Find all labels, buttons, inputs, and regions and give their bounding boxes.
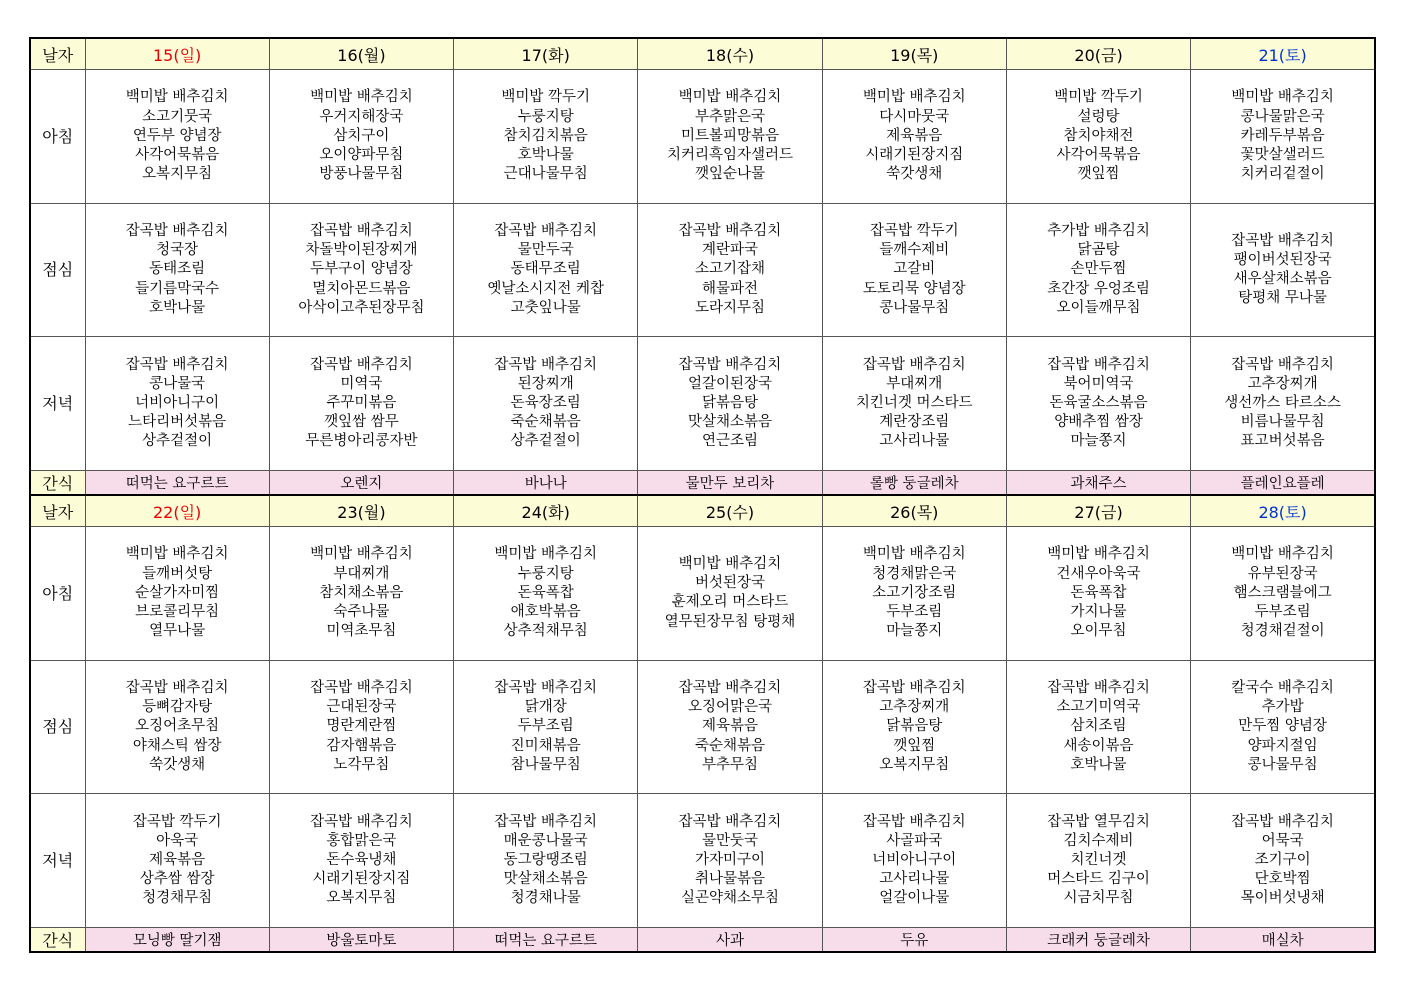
dish-item: 고추장찌개 — [1247, 375, 1318, 392]
dinner-menu-cell — [85, 794, 269, 928]
snack-cell: 바나나 — [454, 470, 638, 495]
date-cell: 27(금) — [1006, 495, 1190, 527]
dish-item: 깻잎순나물 — [694, 166, 765, 183]
dish-item: 마늘쫑지 — [886, 623, 943, 640]
dish-item: 누룽지탕 — [517, 108, 574, 125]
lunch-menu-cell — [85, 203, 269, 337]
dish-item: 깻잎찜 — [893, 737, 936, 754]
dish-item: 취나물볶음 — [694, 871, 765, 888]
dish-item: 꽃맛살샐러드 — [1240, 147, 1325, 164]
dish-item: 부추맑은국 — [694, 108, 765, 125]
dish-item: 콩나물무침 — [1247, 756, 1318, 773]
dish-item: 물만둣국 — [701, 832, 758, 849]
snack-cell: 모닝빵 딸기잼 — [85, 927, 269, 952]
lunch-menu-cell — [269, 203, 453, 337]
dish-item: 제육볶음 — [149, 851, 206, 868]
lunch-menu-cell — [1006, 660, 1190, 794]
snack-cell: 사과 — [638, 927, 822, 952]
dish-item: 닭곰탕 — [1077, 242, 1120, 259]
dish-item: 옛날소시지전 케찹 — [487, 280, 605, 297]
dish-item: 동그랑땡조림 — [503, 851, 588, 868]
dinner-menu-cell — [1006, 794, 1190, 928]
dish-item: 백미밥 배추김치 — [310, 546, 413, 563]
dish-item: 홍합맑은국 — [326, 832, 397, 849]
dish-item: 잡곡밥 배추김치 — [862, 813, 966, 830]
dish-item: 양배추찜 쌈장 — [1054, 414, 1143, 431]
dinner-label: 저녁 — [30, 337, 85, 471]
snack-cell: 물만두 보리차 — [638, 470, 822, 495]
dish-item: 치킨너겟 — [1070, 851, 1127, 868]
dish-item: 계란장조림 — [879, 414, 950, 431]
snack-cell: 오렌지 — [269, 470, 453, 495]
dish-item: 연근조림 — [701, 433, 758, 450]
dish-item: 죽순채볶음 — [694, 737, 765, 754]
dish-item: 진미채볶음 — [510, 737, 581, 754]
dish-item: 잡곡밥 배추김치 — [1231, 232, 1334, 249]
dish-item: 백미밥 배추김치 — [310, 89, 413, 106]
dish-item: 소고기뭇국 — [142, 108, 213, 125]
dish-item: 들깨수제비 — [879, 242, 950, 259]
dish-item: 잡곡밥 배추김치 — [678, 813, 782, 830]
breakfast-menu-cell — [822, 70, 1006, 204]
lunch-row — [30, 203, 1375, 337]
dish-item: 오징어초무침 — [135, 718, 220, 735]
snack-row — [30, 927, 1375, 952]
dish-item: 고추장찌개 — [879, 699, 950, 716]
dinner-menu-cell — [1191, 337, 1375, 471]
dish-item: 두부조림 — [1254, 603, 1311, 620]
dish-item: 브로콜리무침 — [135, 603, 220, 620]
dish-item: 잡곡밥 배추김치 — [678, 356, 782, 373]
dish-item: 손만두찜 — [1070, 261, 1127, 278]
dish-item: 가자미구이 — [694, 851, 765, 868]
dish-item: 깻잎쌈 쌈무 — [324, 414, 399, 431]
dish-item: 잡곡밥 깍두기 — [869, 222, 959, 239]
dish-item: 상추적채무침 — [503, 623, 588, 640]
breakfast-menu-cell — [638, 527, 822, 661]
date-cell: 17(화) — [454, 38, 638, 70]
dish-item: 해물파전 — [701, 280, 758, 297]
lunch-menu-cell — [1191, 660, 1375, 794]
dish-item: 들깨버섯탕 — [142, 565, 213, 582]
dish-item: 초간장 우엉조림 — [1047, 280, 1150, 297]
breakfast-menu-cell — [454, 70, 638, 204]
lunch-menu-cell — [85, 660, 269, 794]
dish-item: 사각어묵볶음 — [135, 147, 220, 164]
date-cell: 15(일) — [85, 38, 269, 70]
dinner-row — [30, 337, 1375, 471]
dish-item: 맛살채소볶음 — [503, 871, 588, 888]
dish-item: 삼치구이 — [333, 127, 390, 144]
date-cell: 28(토) — [1191, 495, 1375, 527]
dinner-menu-cell — [822, 794, 1006, 928]
dish-item: 동태무조림 — [510, 261, 581, 278]
dinner-menu-cell — [1006, 337, 1190, 471]
dish-item: 오이들깨무침 — [1056, 299, 1141, 316]
breakfast-menu-cell — [1006, 70, 1190, 204]
dish-item: 새우살채소볶음 — [1233, 270, 1332, 287]
dish-item: 노각무침 — [333, 756, 390, 773]
lunch-menu-cell — [454, 660, 638, 794]
dish-item: 오이무침 — [1070, 623, 1127, 640]
dish-item: 목이버섯냉채 — [1240, 890, 1325, 907]
dish-item: 상추쌈 쌈장 — [139, 871, 215, 888]
dish-item: 청경채무침 — [142, 890, 213, 907]
dish-item: 치커리겉절이 — [1240, 166, 1325, 183]
dish-item: 김치수제비 — [1063, 832, 1134, 849]
dish-item: 멸치아몬드볶음 — [312, 280, 411, 297]
breakfast-menu-cell — [454, 527, 638, 661]
dish-item: 얼갈이된장국 — [687, 375, 772, 392]
dish-item: 잡곡밥 배추김치 — [678, 679, 782, 696]
dish-item: 잡곡밥 배추김치 — [494, 222, 598, 239]
date-cell: 20(금) — [1006, 38, 1190, 70]
dish-item: 잡곡밥 깍두기 — [132, 813, 222, 830]
dish-item: 닭볶음탕 — [886, 718, 943, 735]
dish-item: 부대찌개 — [886, 375, 943, 392]
snack-cell: 방울토마토 — [269, 927, 453, 952]
dish-item: 청국장 — [156, 242, 199, 259]
dish-item: 실곤약채소무침 — [680, 890, 780, 907]
dish-item: 닭볶음탕 — [701, 394, 758, 411]
dish-item: 돈육장조림 — [510, 394, 581, 411]
dish-item: 다시마뭇국 — [879, 108, 950, 125]
dish-item: 건새우아욱국 — [1056, 565, 1141, 582]
snack-cell: 두유 — [822, 927, 1006, 952]
dish-item: 백미밥 배추김치 — [862, 546, 966, 563]
dinner-menu-cell — [454, 794, 638, 928]
dish-item: 아삭이고추된장무침 — [298, 299, 425, 316]
dish-item: 열무된장무침 탕평채 — [664, 613, 796, 630]
dish-item: 잡곡밥 배추김치 — [862, 679, 966, 696]
dish-item: 백미밥 배추김치 — [862, 89, 966, 106]
lunch-menu-cell — [1191, 203, 1375, 337]
dish-item: 콩나물맑은국 — [1240, 108, 1325, 125]
dish-item: 백미밥 배추김치 — [494, 546, 598, 563]
dish-item: 새송이볶음 — [1063, 737, 1134, 754]
lunch-menu-cell — [269, 660, 453, 794]
dish-item: 누룽지탕 — [517, 565, 574, 582]
dish-item: 두부조림 — [886, 603, 943, 620]
dish-item: 미트볼피망볶음 — [680, 127, 780, 144]
dish-item: 잡곡밥 배추김치 — [494, 813, 598, 830]
dish-item: 백미밥 깍두기 — [501, 89, 591, 106]
dish-item: 백미밥 배추김치 — [678, 89, 782, 106]
dish-item: 잡곡밥 배추김치 — [125, 356, 229, 373]
dish-item: 미역국 — [340, 375, 383, 392]
dish-item: 너비아니구이 — [872, 851, 957, 868]
dinner-menu-cell — [454, 337, 638, 471]
dish-item: 잡곡밥 배추김치 — [494, 679, 598, 696]
snack-cell: 떠먹는 요구르트 — [85, 470, 269, 495]
dish-item: 호박나물 — [149, 299, 206, 316]
dish-item: 참치채소볶음 — [319, 584, 404, 601]
snack-label: 간식 — [30, 927, 85, 952]
dish-item: 야채스틱 쌈장 — [132, 737, 222, 754]
breakfast-row — [30, 527, 1375, 661]
dish-item: 표고버섯볶음 — [1240, 433, 1325, 450]
dish-item: 된장찌개 — [517, 375, 574, 392]
dish-item: 조기구이 — [1254, 851, 1311, 868]
dish-item: 돈수육냉채 — [326, 851, 397, 868]
dish-item: 너비아니구이 — [135, 394, 220, 411]
lunch-menu-cell — [1006, 203, 1190, 337]
dish-item: 햄스크램블에그 — [1233, 584, 1332, 601]
lunch-menu-cell — [638, 660, 822, 794]
date-cell: 16(월) — [269, 38, 453, 70]
dinner-menu-cell — [1191, 794, 1375, 928]
dish-item: 얼갈이나물 — [879, 890, 950, 907]
dish-item: 근대나물무침 — [503, 166, 588, 183]
dish-item: 추가밥 배추김치 — [1047, 222, 1150, 239]
dish-item: 잡곡밥 배추김치 — [310, 356, 413, 373]
dish-item: 주꾸미볶음 — [326, 394, 397, 411]
dish-item: 가지나물 — [1070, 603, 1127, 620]
dish-item: 백미밥 배추김치 — [678, 555, 782, 572]
dish-item: 동태조림 — [149, 261, 206, 278]
breakfast-menu-cell — [85, 70, 269, 204]
dish-item: 백미밥 배추김치 — [1047, 546, 1150, 563]
dish-item: 백미밥 배추김치 — [125, 89, 229, 106]
dish-item: 오복지무침 — [142, 166, 213, 183]
dish-item: 잡곡밥 열무김치 — [1047, 813, 1150, 830]
snack-cell: 롤빵 둥글레차 — [822, 470, 1006, 495]
dish-item: 잡곡밥 배추김치 — [1231, 813, 1334, 830]
dinner-menu-cell — [638, 337, 822, 471]
breakfast-menu-cell — [269, 527, 453, 661]
dish-item: 잡곡밥 배추김치 — [1047, 679, 1150, 696]
snack-cell: 플레인요플레 — [1191, 470, 1375, 495]
dish-item: 콩나물무침 — [879, 299, 950, 316]
dish-item: 소고기미역국 — [1056, 699, 1141, 716]
dish-item: 잡곡밥 배추김치 — [310, 679, 413, 696]
dish-item: 등뼈감자탕 — [142, 699, 213, 716]
date-cell: 22(일) — [85, 495, 269, 527]
dish-item: 호박나물 — [517, 147, 574, 164]
dinner-menu-cell — [638, 794, 822, 928]
snack-row — [30, 470, 1375, 495]
dish-item: 칼국수 배추김치 — [1231, 679, 1334, 696]
dish-item: 잡곡밥 배추김치 — [310, 222, 413, 239]
dinner-label: 저녁 — [30, 794, 85, 928]
snack-cell: 떠먹는 요구르트 — [454, 927, 638, 952]
dish-item: 잡곡밥 배추김치 — [862, 356, 966, 373]
snack-cell: 과채주스 — [1006, 470, 1190, 495]
dish-item: 콩나물국 — [149, 375, 206, 392]
date-label: 날자 — [30, 38, 85, 70]
dish-item: 팽이버섯된장국 — [1233, 251, 1332, 268]
dish-item: 훈제오리 머스타드 — [671, 594, 789, 611]
dish-item: 부추무침 — [701, 756, 758, 773]
dish-item: 시래기된장지짐 — [865, 147, 964, 164]
breakfast-label: 아침 — [30, 70, 85, 204]
dish-item: 근대된장국 — [326, 699, 397, 716]
dish-item: 유부된장국 — [1247, 565, 1318, 582]
dish-item: 잡곡밥 배추김치 — [1047, 356, 1150, 373]
lunch-label: 점심 — [30, 660, 85, 794]
dish-item: 카레두부볶음 — [1240, 127, 1325, 144]
dish-item: 비름나물무침 — [1240, 414, 1325, 431]
date-cell: 19(목) — [822, 38, 1006, 70]
dish-item: 만두찜 양념장 — [1238, 718, 1327, 735]
dish-item: 삼치조림 — [1070, 718, 1127, 735]
dish-item: 백미밥 배추김치 — [1231, 89, 1334, 106]
dish-item: 고갈비 — [893, 261, 936, 278]
dish-item: 쑥갓생채 — [149, 756, 206, 773]
dish-item: 시금치무침 — [1063, 890, 1134, 907]
snack-cell: 매실차 — [1191, 927, 1375, 952]
dish-item: 치커리흑임자샐러드 — [666, 147, 794, 164]
dish-item: 치킨너겟 머스타드 — [855, 394, 973, 411]
snack-label: 간식 — [30, 470, 85, 495]
dish-item: 물만두국 — [517, 242, 574, 259]
lunch-menu-cell — [822, 203, 1006, 337]
date-cell: 26(목) — [822, 495, 1006, 527]
dish-item: 두부구이 양념장 — [310, 261, 413, 278]
dish-item: 숙주나물 — [333, 603, 390, 620]
lunch-row — [30, 660, 1375, 794]
dinner-menu-cell — [269, 337, 453, 471]
dish-item: 잡곡밥 배추김치 — [125, 679, 229, 696]
breakfast-menu-cell — [1191, 70, 1375, 204]
breakfast-row — [30, 70, 1375, 204]
dinner-menu-cell — [85, 337, 269, 471]
dish-item: 상추겉절이 — [142, 433, 213, 450]
dish-item: 고사리나물 — [879, 433, 950, 450]
dish-item: 잡곡밥 배추김치 — [678, 222, 782, 239]
dish-item: 탕평채 무나물 — [1238, 290, 1327, 307]
breakfast-menu-cell — [822, 527, 1006, 661]
dish-item: 무른병아리콩자반 — [305, 433, 418, 450]
dish-item: 돈육폭찹 — [1070, 584, 1127, 601]
dish-item: 차돌박이된장찌개 — [305, 242, 418, 259]
dish-item: 참치야채전 — [1063, 127, 1134, 144]
date-cell: 25(수) — [638, 495, 822, 527]
breakfast-menu-cell — [85, 527, 269, 661]
dinner-menu-cell — [822, 337, 1006, 471]
dish-item: 사각어묵볶음 — [1056, 147, 1141, 164]
dish-item: 우거지해장국 — [319, 108, 404, 125]
dish-item: 깻잎찜 — [1077, 166, 1120, 183]
dish-item: 백미밥 깍두기 — [1054, 89, 1143, 106]
breakfast-menu-cell — [269, 70, 453, 204]
dish-item: 제육볶음 — [886, 127, 943, 144]
dish-item: 잡곡밥 배추김치 — [310, 813, 413, 830]
dish-item: 호박나물 — [1070, 756, 1127, 773]
lunch-menu-cell — [638, 203, 822, 337]
snack-cell: 크래커 둥글레차 — [1006, 927, 1190, 952]
dish-item: 오이양파무침 — [319, 147, 404, 164]
dish-item: 방풍나물무침 — [319, 166, 404, 183]
dish-item: 오복지무침 — [326, 890, 397, 907]
dish-item: 마늘쫑지 — [1070, 433, 1127, 450]
dish-item: 명란계란찜 — [326, 718, 397, 735]
dinner-row — [30, 794, 1375, 928]
dish-item: 설렁탕 — [1077, 108, 1120, 125]
date-row — [30, 38, 1375, 70]
breakfast-menu-cell — [638, 70, 822, 204]
dish-item: 사골파국 — [886, 832, 943, 849]
dish-item: 잡곡밥 배추김치 — [494, 356, 598, 373]
dish-item: 연두부 양념장 — [132, 127, 222, 144]
dish-item: 돈육굴소스볶음 — [1049, 394, 1148, 411]
dish-item: 청경채겉절이 — [1240, 623, 1325, 640]
dish-item: 아욱국 — [156, 832, 199, 849]
dish-item: 열무나물 — [149, 623, 206, 640]
dish-item: 애호박볶음 — [510, 603, 581, 620]
date-cell: 21(토) — [1191, 38, 1375, 70]
dish-item: 오징어맑은국 — [687, 699, 772, 716]
dish-item: 순살가자미찜 — [135, 584, 220, 601]
dish-item: 제육볶음 — [701, 718, 758, 735]
dish-item: 계란파국 — [701, 242, 758, 259]
dish-item: 양파지절임 — [1247, 737, 1318, 754]
date-cell: 23(월) — [269, 495, 453, 527]
dish-item: 닭개장 — [524, 699, 567, 716]
date-row — [30, 495, 1375, 527]
dish-item: 부대찌개 — [333, 565, 390, 582]
breakfast-menu-cell — [1191, 527, 1375, 661]
dish-item: 들기름막국수 — [135, 280, 220, 297]
dish-item: 청경채나물 — [510, 890, 581, 907]
dish-item: 매운콩나물국 — [503, 832, 588, 849]
breakfast-label: 아침 — [30, 527, 85, 661]
dish-item: 도라지무침 — [694, 299, 765, 316]
dish-item: 북어미역국 — [1063, 375, 1134, 392]
date-cell: 18(수) — [638, 38, 822, 70]
dish-item: 생선까스 타르소스 — [1224, 394, 1341, 411]
date-label: 날자 — [30, 495, 85, 527]
dish-item: 맛살채소볶음 — [687, 414, 772, 431]
dish-item: 잡곡밥 배추김치 — [125, 222, 229, 239]
dish-item: 감자햄볶음 — [326, 737, 397, 754]
weekly-meal-menu-table — [29, 37, 1376, 953]
lunch-label: 점심 — [30, 203, 85, 337]
dish-item: 고사리나물 — [879, 871, 950, 888]
dinner-menu-cell — [269, 794, 453, 928]
dish-item: 쑥갓생채 — [886, 166, 943, 183]
dish-item: 단호박찜 — [1254, 871, 1311, 888]
dish-item: 백미밥 배추김치 — [125, 546, 229, 563]
dish-item: 머스타드 김구이 — [1047, 871, 1150, 888]
dish-item: 상추겉절이 — [510, 433, 581, 450]
dish-item: 죽순채볶음 — [510, 414, 581, 431]
dish-item: 고춧잎나물 — [510, 299, 581, 316]
dish-item: 소고기잡채 — [694, 261, 765, 278]
dish-item: 소고기장조림 — [872, 584, 957, 601]
dish-item: 두부조림 — [517, 718, 574, 735]
dish-item: 청경채맑은국 — [872, 565, 957, 582]
dish-item: 오복지무침 — [879, 756, 950, 773]
dish-item: 도토리묵 양념장 — [862, 280, 966, 297]
dish-item: 돈육폭찹 — [517, 584, 574, 601]
date-cell: 24(화) — [454, 495, 638, 527]
dish-item: 참치김치볶음 — [503, 127, 588, 144]
dish-item: 느타리버섯볶음 — [128, 414, 227, 431]
dish-item: 버섯된장국 — [694, 575, 765, 592]
lunch-menu-cell — [454, 203, 638, 337]
dish-item: 잡곡밥 배추김치 — [1231, 356, 1334, 373]
dish-item: 참나물무침 — [510, 756, 581, 773]
dish-item: 백미밥 배추김치 — [1231, 546, 1334, 563]
lunch-menu-cell — [822, 660, 1006, 794]
dish-item: 어묵국 — [1261, 832, 1304, 849]
dish-item: 추가밥 — [1261, 699, 1304, 716]
dish-item: 미역초무침 — [326, 623, 397, 640]
dish-item: 시래기된장지짐 — [312, 871, 411, 888]
breakfast-menu-cell — [1006, 527, 1190, 661]
